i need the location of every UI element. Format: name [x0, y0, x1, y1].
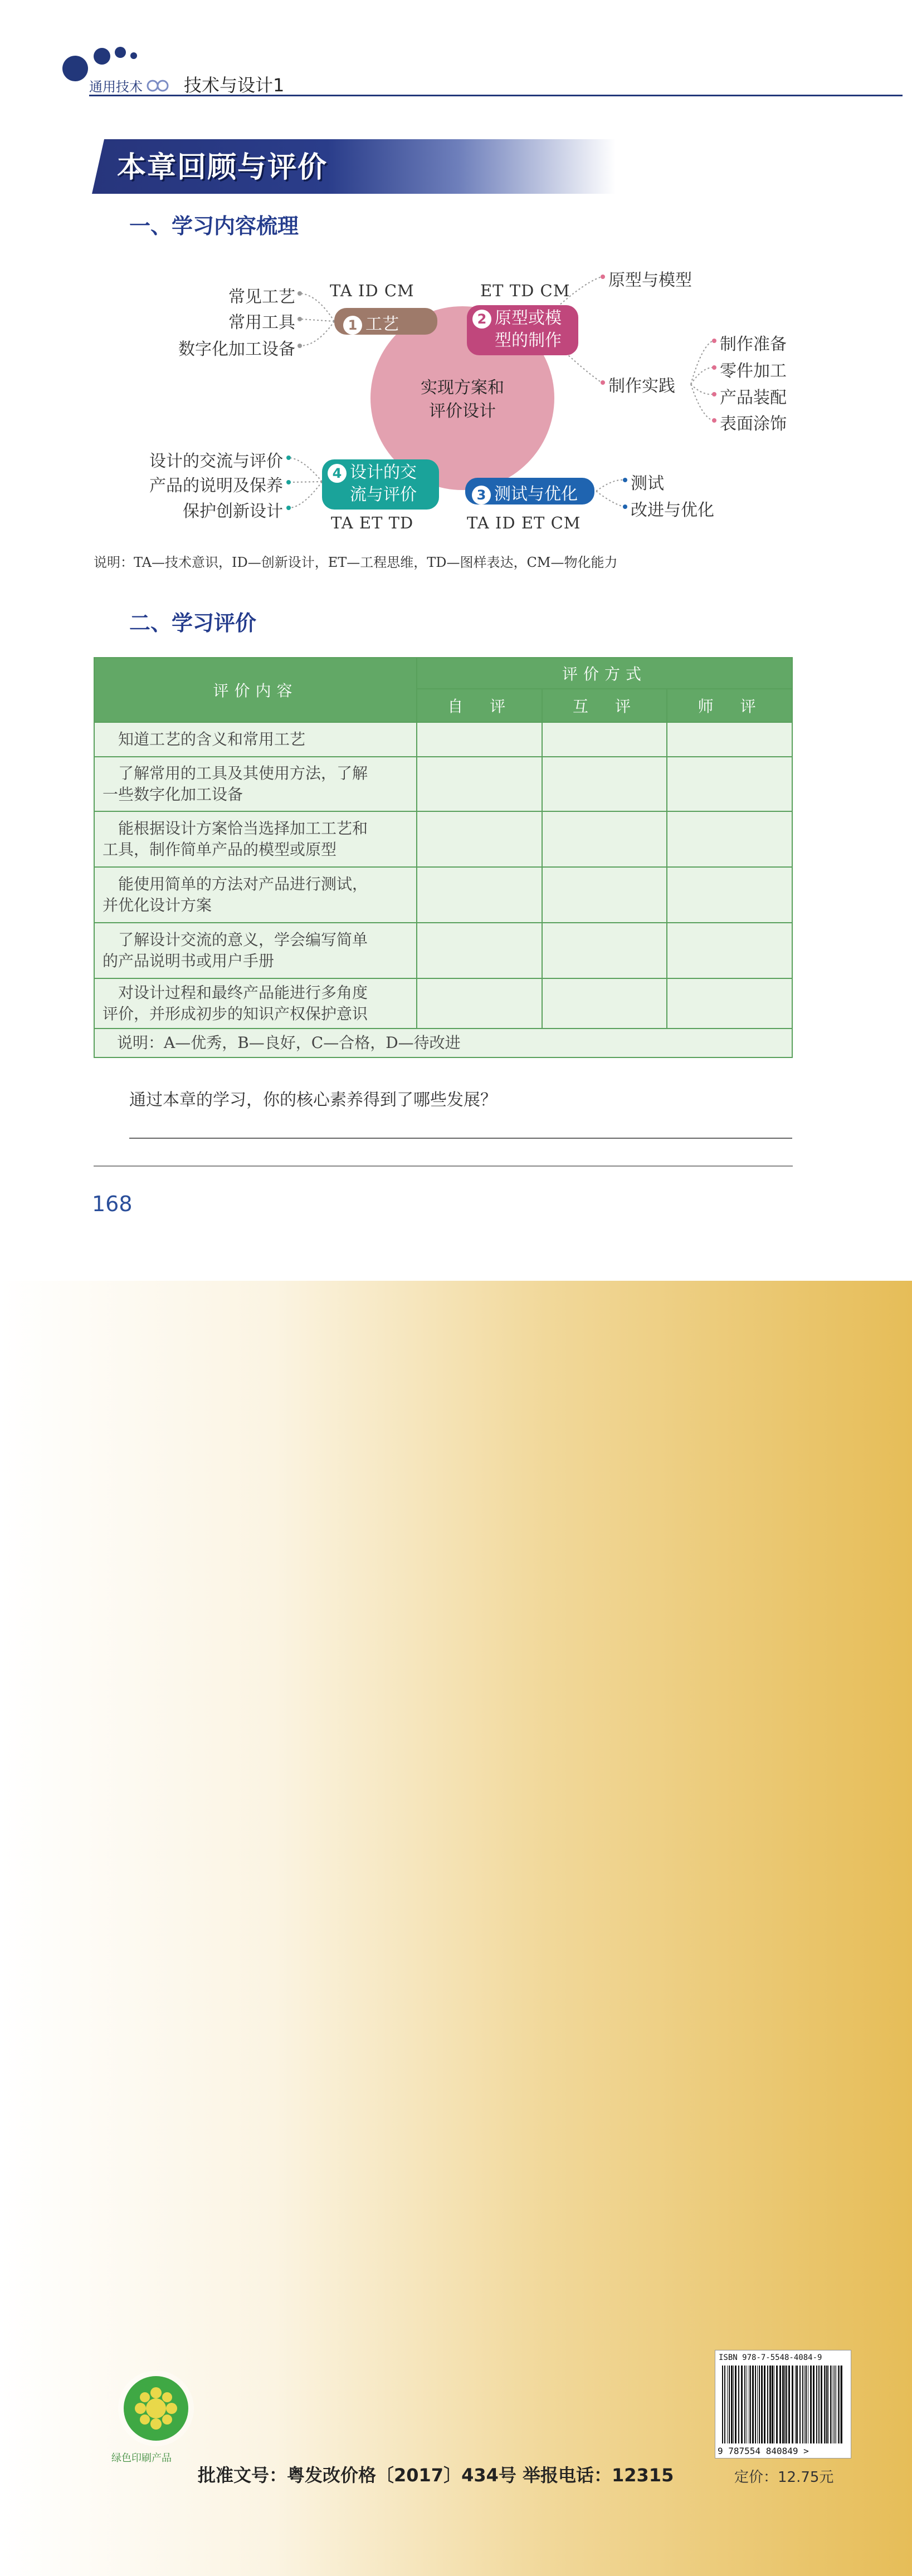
center-line-1: 实现方案和 [421, 378, 504, 398]
node1-label: 工艺 [365, 315, 399, 334]
barcode-bar [744, 2366, 745, 2443]
header-peer: 互 评 [542, 689, 667, 722]
node4-item-1: 设计的交流与评价 [149, 452, 283, 471]
node3-item-2: 改进与优化 [631, 501, 714, 520]
row3-teacher-cell[interactable] [667, 811, 792, 867]
answer-line[interactable] [129, 1138, 792, 1139]
node2-item-1: 原型与模型 [608, 271, 692, 290]
barcode-bar [755, 2366, 756, 2443]
node4-label-line-2: 流与评价 [350, 485, 417, 505]
row5-line1: 了解设计交流的意义，学会编写简单 [103, 931, 368, 949]
barcode-bar [826, 2366, 827, 2443]
barcode-bar [759, 2366, 760, 2443]
barcode-bar [833, 2366, 834, 2443]
node1-pill [334, 308, 437, 335]
barcode-bar [792, 2366, 793, 2443]
barcode-bar [729, 2366, 730, 2443]
barcode-bar [782, 2366, 784, 2443]
barcode-bar [838, 2366, 839, 2443]
row1-self-cell[interactable] [417, 722, 542, 757]
barcode-bar [752, 2366, 754, 2443]
row3-content [94, 811, 417, 867]
barcode-bar [841, 2366, 842, 2443]
row4-peer-cell[interactable] [542, 867, 667, 923]
row2-peer-cell[interactable] [542, 757, 667, 811]
row2-content [94, 757, 417, 811]
row1-content [94, 722, 417, 757]
barcode-bar [818, 2366, 820, 2443]
barcode-bar [806, 2366, 807, 2443]
row4-line2: 并优化设计方案 [103, 896, 212, 914]
barcode-bar [738, 2366, 739, 2443]
node1-item-1: 常见工艺 [228, 287, 295, 307]
barcode-bar [772, 2366, 773, 2443]
row3-line1: 能根据设计方案恰当选择加工工艺和 [103, 819, 368, 838]
row2-self-cell[interactable] [417, 757, 542, 811]
node2-codes: ET TD CM [480, 281, 570, 300]
price: 定价：12.75元 [734, 2469, 834, 2486]
approval-number: 批准文号：粤发改价格〔2017〕434号 举报电话：12315 [198, 2465, 674, 2486]
row1-peer-cell[interactable] [542, 722, 667, 757]
mindmap-center-label [390, 376, 535, 423]
table-row [94, 923, 792, 978]
barcode-bar [795, 2366, 796, 2443]
row3-line2: 工具，制作简单产品的模型或原型 [103, 840, 337, 859]
header-book-title: 技术与设计1 [184, 75, 285, 96]
node4-number: 4 [328, 464, 347, 483]
header-self: 自 评 [417, 689, 542, 722]
barcode-bar [799, 2366, 801, 2443]
node3-item-1: 测试 [631, 474, 664, 493]
row6-teacher-cell[interactable] [667, 978, 792, 1029]
table-row [94, 757, 792, 811]
header-series: 通用技术 [89, 79, 143, 95]
barcode-bar [816, 2366, 817, 2443]
row5-self-cell[interactable] [417, 923, 542, 978]
node2-label-line-1: 原型或模 [495, 308, 562, 328]
node3-label: 测试与优化 [494, 484, 578, 504]
barcode-digits: 9 787554 840849 > [718, 2446, 809, 2456]
row6-content [94, 978, 417, 1029]
node3-pill [465, 478, 594, 505]
table-footnote: 说明：A—优秀，B—良好，C—合格，D—待改进 [94, 1029, 792, 1057]
row4-content [94, 867, 417, 923]
green-print-label: 绿色印刷产品 [111, 2452, 172, 2464]
node4-item-3: 保护创新设计 [183, 502, 283, 521]
green-print-logo-icon [114, 2367, 198, 2450]
barcode-bar [722, 2366, 723, 2443]
row5-content [94, 923, 417, 978]
row6-peer-cell[interactable] [542, 978, 667, 1029]
node2-item-2: 制作实践 [608, 376, 675, 396]
barcode-bar [796, 2366, 798, 2443]
barcode-bar [750, 2366, 751, 2443]
barcode-bar [733, 2366, 734, 2443]
barcode-bar [741, 2366, 743, 2443]
row3-peer-cell[interactable] [542, 811, 667, 867]
evaluation-table [94, 657, 793, 1058]
header-content: 评价内容 [94, 658, 417, 722]
section-title-2: 二、学习评价 [129, 611, 257, 635]
node2-number: 2 [472, 310, 491, 329]
row6-line1: 对设计过程和最终产品能进行多角度 [103, 983, 368, 1002]
row3-self-cell[interactable] [417, 811, 542, 867]
barcode-bar [810, 2366, 812, 2443]
node2-subitem-1: 制作准备 [720, 335, 787, 354]
isbn-text: ISBN 978-7-5548-4084-9 [719, 2353, 822, 2362]
row4-teacher-cell[interactable] [667, 867, 792, 923]
node2-subitem-3: 产品装配 [720, 388, 787, 408]
node4-item-2: 产品的说明及保养 [149, 476, 283, 496]
barcode-bar [757, 2366, 758, 2443]
table-row [94, 722, 792, 757]
barcode-bar [764, 2366, 765, 2443]
row2-line1: 了解常用的工具及其使用方法，了解 [103, 764, 368, 782]
barcode-bar [802, 2366, 803, 2443]
node3-codes: TA ID ET CM [467, 513, 581, 532]
barcode-bar [786, 2366, 787, 2443]
node1-item-3: 数字化加工设备 [178, 340, 295, 359]
barcode-bar [784, 2366, 786, 2443]
row5-peer-cell[interactable] [542, 923, 667, 978]
node1-codes: TA ID CM [330, 281, 414, 300]
node2-pill [467, 305, 578, 355]
barcode-bar [724, 2366, 725, 2443]
barcode-bar [761, 2366, 763, 2443]
row5-line2: 的产品说明书或用户手册 [103, 952, 275, 970]
barcode-bar [813, 2366, 815, 2443]
section-title-1: 一、学习内容梳理 [129, 214, 299, 238]
reflection-question: 通过本章的学习，你的核心素养得到了哪些发展？ [129, 1090, 497, 1110]
barcode-bar [769, 2366, 771, 2443]
barcode-bar [735, 2366, 737, 2443]
row4-line1: 能使用简单的方法对产品进行测试， [103, 875, 368, 893]
row6-line2: 评价，并形成初步的知识产权保护意识 [103, 1005, 368, 1023]
barcode-bar [767, 2366, 768, 2443]
barcode-icon [722, 2366, 845, 2443]
row5-teacher-cell[interactable] [667, 923, 792, 978]
page-footer-rule [94, 1165, 793, 1167]
node2-subitem-2: 零件加工 [720, 361, 787, 381]
barcode-bar [824, 2366, 825, 2443]
node1-item-2: 常用工具 [228, 313, 295, 332]
barcode-bar [804, 2366, 805, 2443]
row1-line1: 知道工艺的含义和常用工艺 [103, 730, 306, 748]
table-row [94, 811, 792, 867]
page-number: 168 [92, 1192, 133, 1216]
node4-label-line-1: 设计的交 [350, 463, 417, 482]
node4-codes: TA ET TD [331, 513, 414, 532]
mindmap-legend-note: 说明：TA—技术意识，ID—创新设计，ET—工程思维，TD—图样表达，CM—物化能力 [94, 555, 618, 570]
table-row [94, 867, 792, 923]
barcode-bar [830, 2366, 831, 2443]
barcode-bar [821, 2366, 822, 2443]
node2-subitem-4: 表面涂饰 [720, 414, 787, 434]
node3-number: 3 [472, 486, 491, 505]
barcode-bar [731, 2366, 733, 2443]
row2-teacher-cell[interactable] [667, 757, 792, 811]
node2-label-line-2: 型的制作 [495, 331, 562, 350]
row6-self-cell[interactable] [417, 978, 542, 1029]
barcode-bar [727, 2366, 728, 2443]
row2-line2: 一些数字化加工设备 [103, 785, 243, 804]
header-method: 评价方式 [417, 658, 792, 689]
chapter-banner-title: 本章回顾与评价 [117, 151, 328, 184]
barcode-bar [776, 2366, 778, 2443]
table-row [94, 978, 792, 1029]
barcode-bar [827, 2366, 828, 2443]
row1-teacher-cell[interactable] [667, 722, 792, 757]
node4-pill [322, 459, 439, 510]
barcode-bar [779, 2366, 781, 2443]
center-line-2: 评价设计 [429, 401, 496, 421]
header-teacher: 师 评 [667, 689, 792, 722]
node1-number: 1 [343, 316, 362, 335]
barcode-bar [788, 2366, 790, 2443]
row4-self-cell[interactable] [417, 867, 542, 923]
